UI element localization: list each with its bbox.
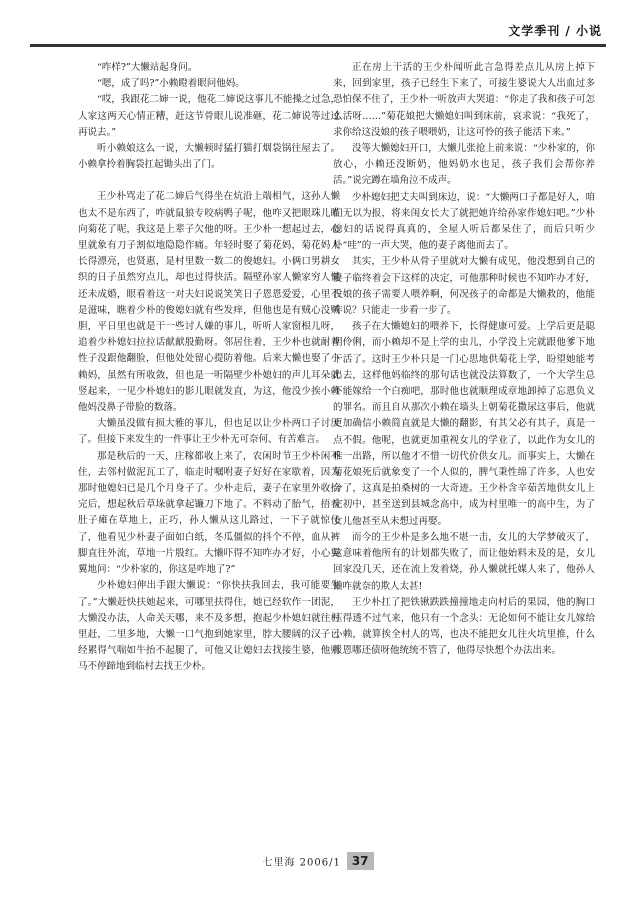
paragraph: 而今的王少朴是多么地不堪一击，女儿的大学梦破灭了，这意味着他所有的计划都失败了，而让他始料未及的是，女儿回家没几天，还在流上发着烧，孙人懒就托媒人来了，他孙人懒咋就奈的欺人太甚! — [333, 531, 595, 592]
magazine-issue: 七里海 2006/1 — [262, 857, 341, 869]
paragraph: 那是秋后的一天，庄稼都收上来了，农闲时节王少朴闲不住，去邻村做泥瓦工了，临走时嘱咐妻子好好在家歇着，因为那时他媳妇已是几个月身子了。少朴走后，妻子在家里外收拾完后，想起秋后草垛就拿起镰刀下地了。不料动了胎气，捂着肚子瘫在草地上，正巧，孙人懒从这儿路过，一下子就惊住了，他看见少朴妻子面如白纸，冬瓜僵似的抖个不停，血从裤脚直往外流，草地一片殷红。大懒吓得不知咋办才好，小心翼翼地问：“少朴家的，你这是咋地了?” — [78, 450, 340, 576]
left-column — [78, 60, 340, 676]
right-column — [333, 60, 595, 660]
paragraph: 大懒虽没做有损大雅的事儿，但也足以让少朴两口子讨厌了。但接下来发生的一件事让王少朴无可奈何、有苦难言。 — [78, 418, 340, 446]
paragraph: 孩子在大懒媳妇的喂养下，长得健康可爱。上学后更是聪明伶俐，而小赖却不是上学的虫儿，小学没上完就跟他爹下地干活了。这时王少朴只是一门心思地供菊花上学，盼望她能考出去，这样他妈临终的那句话也就没法算数了，一个大学生总不能嫁给一个白痴吧，那时他也就顺理成章地卸掉了忘恩负义的罪名。而且自从那次小赖在墙头上朝菊花撒尿这事后，他就更加确信小赖简直就是大懒的翻影，有其父必有其子，真是一点不假。他呢，也就更加重视女儿的学业了，以此作为女儿的唯一出路，所以他才不惜一切代价供女儿。而事实上，大懒在菊花娘死后就象变了一个人似的，脾气秉性绵了许多，人也安分了，这真是拍桑树的一大奇迹。王少朴含辛茹苦地供女儿上完初中，甚至送到县城念高中，成为村里唯一的高中生，为了女儿他甚至从未想过再娶。 — [333, 321, 595, 527]
paragraph: 其实，王少朴从骨子里就对大懒有成见，他没想到自己的妻子临终着会下这样的决定，可他那种时候也不知咋办才好，没娘的孩子需要人喂养啊，何况孩子的命都是大懒救的，他能咋说？只能走一步看一步了。 — [333, 256, 595, 317]
paragraph: “嗯，成了吗?”小赖瞪着眼问他妈。 — [97, 78, 245, 90]
paragraph: “哎，我跟花二婶一说，他花二婶说这事儿不能操之过急，人家这两天心情正糟，赶这节骨眼儿说准砸，花二婶说等过过再说去。” — [78, 94, 340, 138]
paragraph: 王少朴骂走了花二婶后气得坐在炕沿上端相气，这孙人懒也太不是东西了，咋就鼠狼专咬病鸭子呢，他咋又把眼珠儿瞄向菊花了呢，我这是上辈子欠他的呀。王少朴一想起过去，心里就象有刀子割似地隐隐作痛。年轻时娶了菊花妈，菊花妈人长得漂亮，也贤惠，是村里数一数二的俊媳妇。小俩口男耕女织的日子虽然穷点儿，却也过得快活。隔壁孙家人懒家穷人懒还未成婚，眼看着这一对夫妇说说笑笑日子恩恩爱爱，心里不是滋味，瞧着少朴的俊媳妇就有些发痒，但他也是有贼心没贼胆，平日里也就是干一些讨人嫌的事儿，听听人家窗根儿呀，追着少朴媳妇拉拉话献献殷勤呀。邻居住着，王少朴也就耐着性子没跟他翻脸，但他处处留心提防着他。后来大懒也娶了小赖妈，虽然有所收敛，但也是一听隔壁少朴媳妇的声儿耳朵就竖起来，一见少朴媳妇的影儿眼就发直，为这，他没少挨小赖他妈没鼻子带脸的数落。 — [78, 191, 340, 414]
paragraph: 没等大懒媳妇开口，大懒儿张抢上前来说：“少朴家的，你放心，小赖还没断奶，他妈奶水也足，孩子我们会帮你养活。”说完蹲在墙角泣不成声。 — [333, 143, 595, 187]
paragraph: 王少朴扛了把铁锹跌跌撞撞地走向村后的果园，他的胸口压得透不过气来，他只有一个念头：无论如何不能让女儿嫁给小赖，就算挨全村人的骂，也决不能把女儿往火坑里推，什么报恩哪还债呀他统统不管了，他得尽快想个办法出来。 — [333, 596, 595, 657]
page-number: 37 — [347, 852, 374, 870]
paragraph: 正在房上干活的王少朴闻听此言急得差点儿从房上掉下来，回到家里，孩子已经生下来了，可接生婆说大人出血过多恐怕保不住了，王少朴一听放声大哭道：“你走了我和孩子可怎么活呀……”菊花娘把大懒媳妇叫到床前，哀求说：“我死了，求你给这没娘的孩子喂喂奶，让这可怜的孩子能活下来。” — [333, 62, 595, 138]
paragraph: 听小赖娘这么一说，大懒顿时猛打猫打烟袋锅往屋去了。小赖拿拎着胸袋扛起锄头出了门。 — [78, 143, 340, 171]
section-header: 文学季刊 / 小说 — [508, 24, 602, 38]
paragraph: 少朴媳妇伸出手跟大懒说：“你快扶我回去，我可能要生了。”大懒赶快扶她起来，可哪里扶得住，她已经软作一团泥，大懒没办法，人命关天哪，来不及多想，抱起少朴媳妇就往村里赶，二里多地，大懒一口气抱到她家里，脖大腰阔的汉子已经累得气喘如牛抬不起腿了，可他又让媳妇去找接生婆，他则马不停蹄地到临村去找王少朴。 — [78, 580, 340, 673]
header-rule — [30, 44, 606, 47]
paragraph: “咋样?”大懒站起身问。 — [97, 62, 198, 73]
paragraph: 少朴媳妇把丈夫叫到床边，说：“大懒两口子都是好人，咱们无以为报，将来闺女长大了就把她许给孙家作媳妇吧。”少朴媳妇的话说得真真的，全屋人听后都呆住了，而后只听少朴“哇”的一声大哭，他的妻子离他而去了。 — [333, 191, 595, 252]
page-footer — [0, 852, 636, 870]
